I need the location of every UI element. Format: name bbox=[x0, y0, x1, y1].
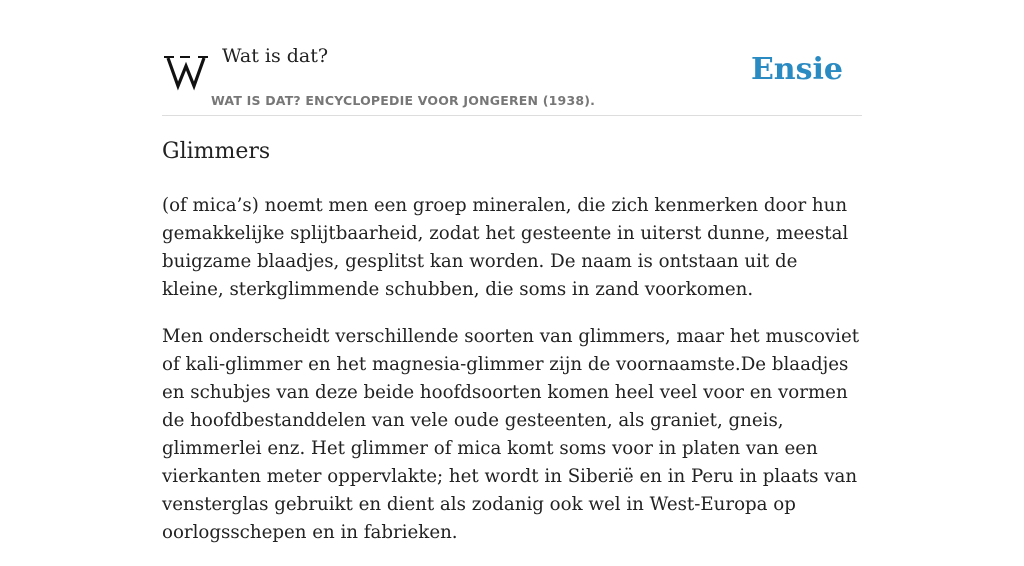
wikipedia-w-icon[interactable] bbox=[164, 52, 208, 90]
article-paragraph: (of mica’s) noemt men een groep mineralen, die zich kenmerken door hun gemakkelijke splijtbaarheid, zodat het gesteente in uiterst dunne, meestal buigzame blaadjes, gesplitst kan worden. De naam is ontstaan uit de kleine, sterkglimmende schubben, die soms in zand voorkomen. bbox=[162, 195, 849, 300]
article-body bbox=[162, 192, 862, 566]
article-paragraph: Men onderscheidt verschillende soorten van glimmers, maar het muscoviet of kali-glimmer en het magnesia-glimmer zijn de voornaamste.De blaadjes en schubjes van deze beide hoofdsoorten komen heel veel voor en vormen de hoofdbestanddelen van vele oude gesteenten, als graniet, gneis, glimmerlei enz. Het glimmer of mica komt soms voor in platen van een vierkanten meter oppervlakte; het wordt in Siberië en in Peru in plaats van vensterglas gebruikt en dient als zodanig ook wel in West-Europa op oorlogsschepen en in fabrieken. bbox=[162, 326, 860, 543]
source-header bbox=[162, 40, 862, 116]
article-title: Glimmers bbox=[162, 139, 271, 164]
ensie-brand-link[interactable]: Ensie bbox=[750, 52, 843, 87]
source-title[interactable]: Wat is dat? bbox=[222, 45, 329, 67]
source-subtitle: WAT IS DAT? ENCYCLOPEDIE VOOR JONGEREN (1938). bbox=[211, 93, 596, 108]
